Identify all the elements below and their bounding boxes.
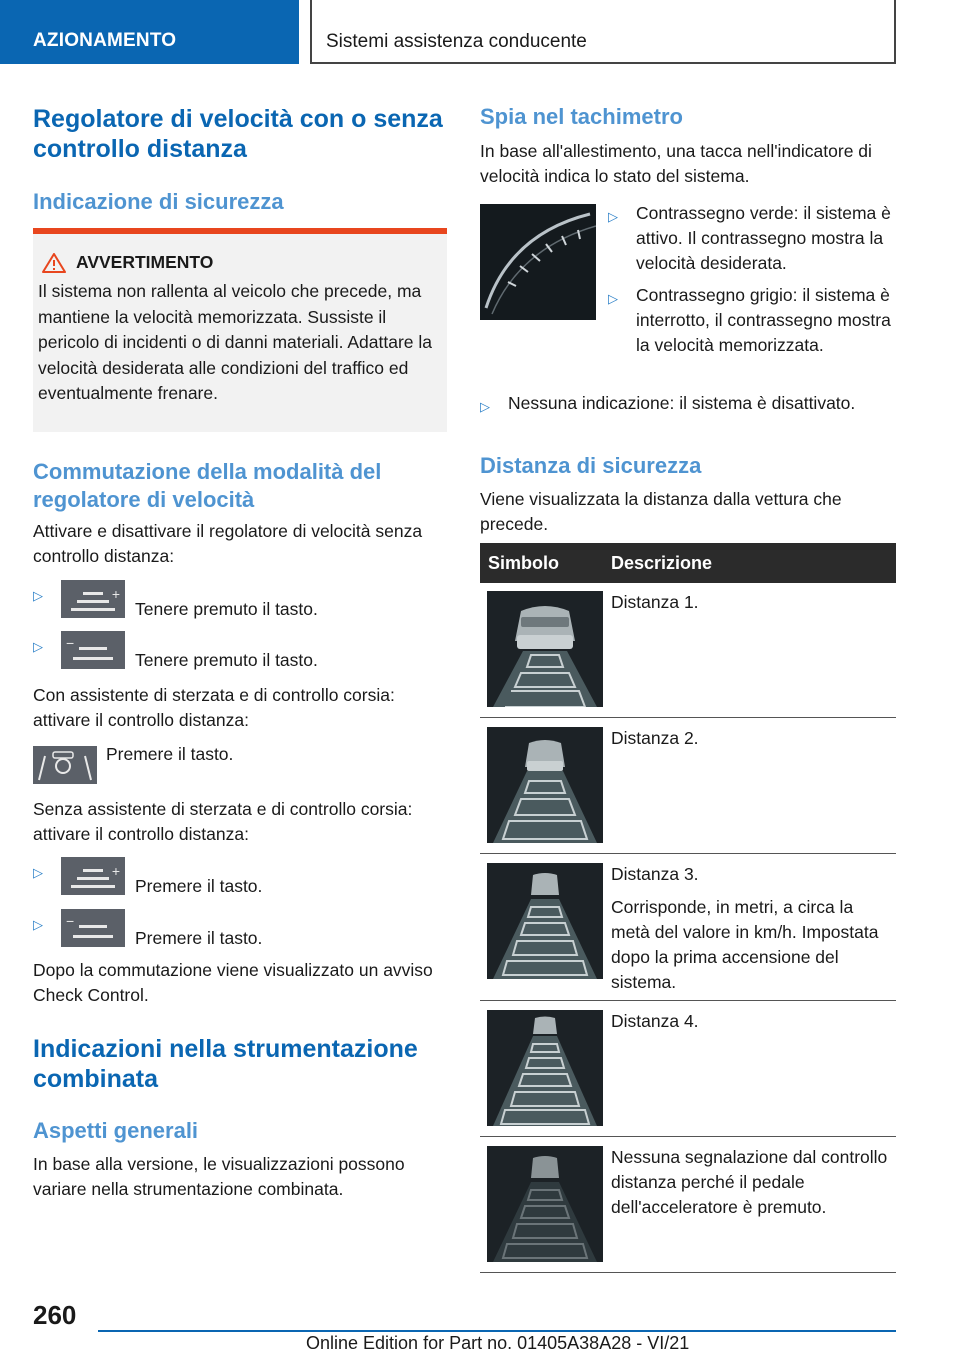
list-item: [608, 201, 898, 276]
warning-body: Il sistema non rallenta al veicolo che precede, ma mantiene la velocità memorizzata. Sussiste il pericolo di incidenti o di danni materiali. Adattare la velocità desiderata alle condizioni del traffico ed eventualmente frenare.: [38, 281, 432, 403]
steering-assist-button-icon: [33, 746, 97, 784]
table-row-divider: [480, 717, 896, 718]
table-header: [480, 543, 896, 583]
speedometer-image: [480, 204, 596, 320]
distance-heading: Distanza di sicurezza: [480, 453, 702, 478]
list-item: [480, 391, 896, 419]
mode-heading: Commutazione della modalità del regolatore di velocità: [33, 459, 382, 512]
without-assist-text: Senza assistente di sterzata e di controllo corsia: attivare il controllo distanza:: [33, 799, 413, 844]
bullet-triangle-icon: ▷: [608, 291, 618, 306]
list-item-text: Tenere premuto il tasto.: [135, 650, 318, 670]
mode-intro: Attivare e disattivare il regolatore di velocità senza controllo distanza:: [33, 521, 423, 566]
general-heading: Aspetti generali: [33, 1118, 199, 1143]
with-assist-text: Con assistente di sterzata e di controllo corsia: attivare il controllo distanza:: [33, 685, 395, 730]
speedo-heading: Spia nel tachimetro: [480, 104, 683, 129]
list-item: [33, 580, 318, 622]
section-tab: AZIONAMENTO: [0, 0, 299, 64]
list-item: [608, 283, 898, 358]
col-desc-header: Descrizione: [611, 553, 713, 573]
general-text: In base alla versione, le visualizzazioni possono variare nella strumentazione combinata.: [33, 1154, 405, 1199]
list-item-text: Contrassegno verde: il sistema è attivo. Il contrassegno mostra la velocità desiderata.: [636, 203, 891, 273]
distance-text: Viene visualizzata la distanza dalla vettura che precede.: [480, 489, 842, 534]
list-item-text: Nessuna indicazione: il sistema è disattivato.: [508, 393, 856, 413]
cruise-distance-minus-button-icon: −: [61, 631, 125, 669]
press-key-text: Premere il tasto.: [106, 744, 234, 764]
table-row-divider: [480, 1272, 896, 1273]
speedo-text: In base all'allestimento, una tacca nell'indicatore di velocità indica lo stato del sistema.: [480, 141, 872, 186]
list-item: [33, 857, 262, 899]
table-row-divider: [480, 1136, 896, 1137]
table-row-divider: [480, 853, 896, 854]
chapter-title: Sistemi assistenza conducente: [326, 31, 587, 52]
bullet-triangle-icon: ▷: [33, 917, 43, 932]
list-item-text: Contrassegno grigio: il sistema è interrotto, il contrassegno mostra la velocità memorizzata.: [636, 285, 891, 355]
cruise-distance-minus-button-icon: −: [61, 909, 125, 947]
distance-2-symbol-icon: [487, 727, 603, 843]
bullet-triangle-icon: ▷: [33, 588, 43, 603]
bullet-triangle-icon: ▷: [608, 209, 618, 224]
list-item: [33, 909, 262, 951]
distance-3-extra: Corrisponde, in metri, a circa la metà del valore in km/h. Impostata dopo la prima accensione del sistema.: [611, 897, 879, 992]
warning-box: [33, 228, 447, 432]
distance-1-symbol-icon: [487, 591, 603, 707]
distance-3-symbol-icon: [487, 863, 603, 979]
warning-icon: [42, 253, 66, 273]
after-switch-text: Dopo la commutazione viene visualizzato un avviso Check Control.: [33, 960, 433, 1005]
list-item-text: Premere il tasto.: [135, 928, 263, 948]
list-item: [33, 631, 318, 673]
warning-title: [42, 252, 437, 273]
cruise-distance-plus-button-icon: +: [61, 857, 125, 895]
page-title: Regolatore di velocità con o senza controllo distanza: [33, 105, 443, 163]
distance-2-desc: Distanza 2.: [611, 728, 699, 748]
distance-4-symbol-icon: [487, 1010, 603, 1126]
page-number: 260: [33, 1300, 77, 1330]
bullet-triangle-icon: ▷: [33, 639, 43, 654]
no-signal-symbol-icon: [487, 1146, 603, 1262]
safety-heading: Indicazione di sicurezza: [33, 189, 284, 214]
cruise-distance-plus-button-icon: +: [61, 580, 125, 618]
no-signal-desc: Nessuna segnalazione dal controllo distanza perché il pedale dell'acceleratore è premuto.: [611, 1147, 888, 1217]
distance-1-desc: Distanza 1.: [611, 592, 699, 612]
list-item-text: Premere il tasto.: [135, 876, 263, 896]
list-item-text: Tenere premuto il tasto.: [135, 599, 318, 619]
bullet-triangle-icon: ▷: [33, 865, 43, 880]
warning-title-text: AVVERTIMENTO: [76, 252, 214, 272]
distance-4-desc: Distanza 4.: [611, 1011, 699, 1031]
footer-divider: [98, 1330, 896, 1332]
col-symbol-header: Simbolo: [488, 553, 559, 573]
display-heading: Indicazioni nella strumentazione combinata: [33, 1035, 418, 1093]
footer-edition: Online Edition for Part no. 01405A38A28 - VI/21: [306, 1333, 690, 1353]
distance-3-desc: Distanza 3.: [611, 864, 699, 884]
table-row-divider: [480, 1000, 896, 1001]
bullet-triangle-icon: ▷: [480, 399, 490, 414]
